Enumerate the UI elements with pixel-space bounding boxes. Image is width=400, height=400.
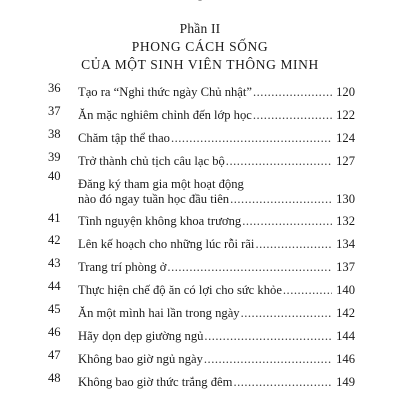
toc-entry-title: Ăn một mình hai lần trong ngày <box>78 306 240 321</box>
toc-entry-40 <box>48 169 355 207</box>
toc-entry-page: 146 <box>336 351 355 366</box>
toc-entry-title: Tình nguyện không khoa trương <box>78 214 242 229</box>
dot-leader <box>253 108 332 123</box>
part-label: Phần II <box>179 21 221 36</box>
toc-entry-number: 38 <box>48 126 61 141</box>
toc-entry-46 <box>48 321 355 344</box>
toc-entry-37 <box>48 100 355 123</box>
toc-entry-45 <box>48 298 355 321</box>
toc-entry-title: Hãy dọn dẹp giường ngủ <box>78 328 204 343</box>
toc-entry-page: 140 <box>336 283 355 298</box>
dot-leader <box>233 375 332 390</box>
toc-entry-43 <box>48 252 355 275</box>
dot-leader <box>204 352 332 367</box>
toc-entry-title: nào đó ngay tuần học đầu tiên <box>78 191 230 206</box>
toc-entry-number: 36 <box>48 81 61 95</box>
dot-leader <box>283 283 332 298</box>
toc-entry-number: 37 <box>48 103 61 118</box>
toc-entry-47 <box>48 344 355 367</box>
top-margin-mark <box>188 0 212 4</box>
toc-entry-title: Ăn mặc nghiêm chỉnh đến lớp học <box>78 107 252 122</box>
toc-entry-page: 127 <box>336 153 355 168</box>
toc-entry-number: 47 <box>48 347 61 362</box>
toc-entry-number: 48 <box>48 370 61 385</box>
toc-entry-page: 130 <box>336 191 355 206</box>
toc-entry-42 <box>48 229 355 252</box>
toc-entry-title: Thực hiện chế độ ăn có lợi cho sức khỏe <box>78 283 282 298</box>
toc-entry-number: 39 <box>48 149 61 164</box>
table-of-contents <box>48 77 355 390</box>
toc-entry-41 <box>48 207 355 230</box>
toc-entry-page: 124 <box>336 130 355 145</box>
toc-entry-page: 132 <box>336 214 355 229</box>
part-title-line-1: PHONG CÁCH SỐNG <box>131 39 269 54</box>
dot-leader <box>204 329 332 344</box>
dot-leader <box>241 306 332 321</box>
toc-entry-44 <box>48 275 355 298</box>
toc-entry-title: Chăm tập thể thao <box>78 130 170 145</box>
toc-entry-38 <box>48 123 355 146</box>
toc-entry-page: 134 <box>336 237 355 252</box>
toc-entry-36 <box>48 77 355 100</box>
toc-entry-39 <box>48 146 355 169</box>
toc-entry-page: 137 <box>336 260 355 275</box>
toc-entry-page: 144 <box>336 328 355 343</box>
toc-entry-title-line-1: Đăng ký tham gia một hoạt động <box>78 176 244 191</box>
toc-entry-title: Trở thành chủ tịch câu lạc bộ <box>78 153 225 168</box>
toc-entry-title: Không bao giờ ngủ ngày <box>78 351 203 366</box>
toc-entry-number: 40 <box>48 168 61 183</box>
toc-entry-number: 43 <box>48 256 61 271</box>
dot-leader <box>226 154 332 169</box>
toc-entry-page: 142 <box>336 306 355 321</box>
toc-entry-48 <box>48 367 355 390</box>
dot-leader <box>253 85 332 100</box>
toc-entry-title: Lên kế hoạch cho những lúc rỗi rãi <box>78 237 255 252</box>
toc-entry-page: 120 <box>336 84 355 99</box>
part-title-line-2: CỦA MỘT SINH VIÊN THÔNG MINH <box>81 57 319 72</box>
toc-entry-title: Không bao giờ thức trắng đêm <box>78 374 233 389</box>
toc-entry-title: Tạo ra “Nghi thức ngày Chủ nhật” <box>78 84 252 99</box>
toc-entry-number: 41 <box>48 210 61 225</box>
toc-entry-number: 45 <box>48 302 61 317</box>
toc-entry-number: 42 <box>48 233 61 248</box>
toc-entry-number: 44 <box>48 279 61 294</box>
dot-leader <box>171 131 332 146</box>
toc-entry-page: 122 <box>336 107 355 122</box>
dot-leader <box>242 214 332 229</box>
dot-leader <box>230 192 332 207</box>
toc-entry-page: 149 <box>336 374 355 389</box>
toc-entry-number: 46 <box>48 325 61 340</box>
dot-leader <box>167 260 332 275</box>
toc-entry-title: Trang trí phòng ở <box>78 260 167 275</box>
part-header <box>0 20 400 74</box>
dot-leader <box>255 237 332 252</box>
